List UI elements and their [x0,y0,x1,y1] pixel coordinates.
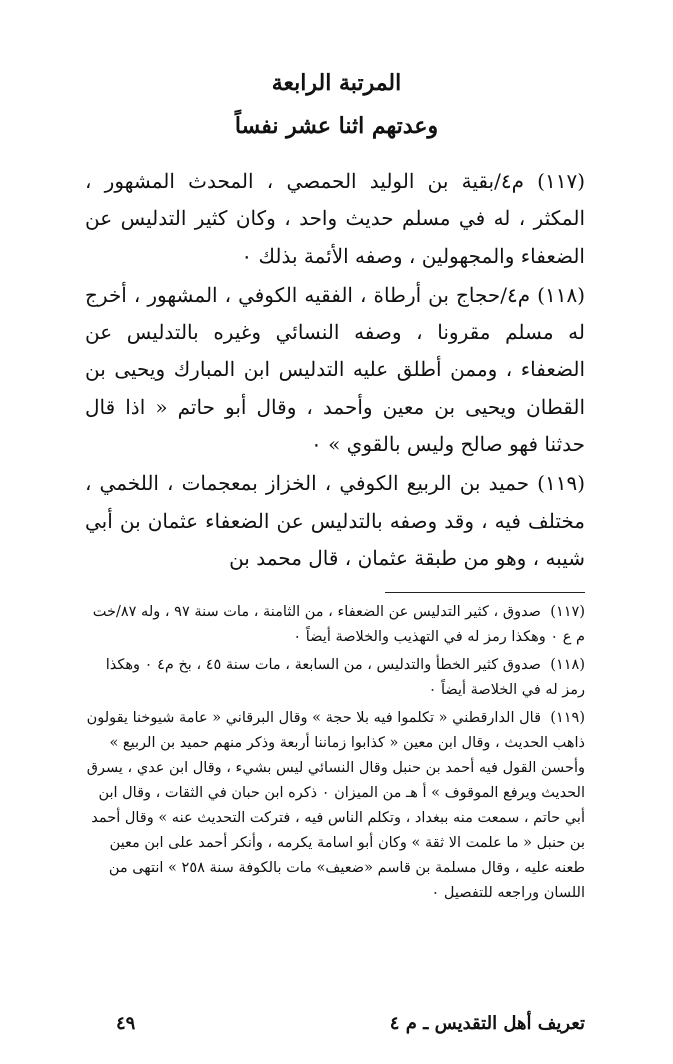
entry-119: (١١٩) حميد بن الربيع الكوفي ، الخزاز بمعجمات ، اللخمي ، مختلف فيه ، وقد وصفه بالتدليس عن الضعفاء عثمان بن أبي شيبه ، وهو من طبقة عثمان ، قال محمد بن [85,471,585,570]
footnote-number: (١١٧) [550,604,585,620]
running-footer-title: تعريف أهل التقديس ـ م ٤ [389,1013,585,1034]
section-subtitle: وعدتهم اثنا عشر نفساً [234,113,439,139]
footnote-text: صدوق ، كثير التدليس عن الضعفاء ، من الثامنة ، مات سنة ٩٧ ، وله ٨٧/خت م ع ٠ وهكذا رمز له في التهذيب والخلاصة أيضاً ٠ [92,604,585,645]
entry-118: (١١٨) م٤/حجاج بن أرطاة ، الفقيه الكوفي ، المشهور ، أخرج له مسلم مقرونا ، وصفه النسائي وغيره بالتدليس عن الضعفاء ، وممن أطلق عليه التدليس ابن المبارك ويحيى بن القطان ويحيى بن معين وأحمد ، وقال أبو حاتم « اذا قال حدثنا فهو صالح وليس بالقوي » ٠ [85,282,586,457]
footnote-118 [85,653,585,703]
main-text [85,163,585,579]
entry-117: (١١٧) م٤/بقية بن الوليد الحمصي ، المحدث المشهور ، المكثر ، له في مسلم حديث واحد ، وكان كثير التدليس عن الضعفاء والمجهولين ، وصفه الأئمة بذلك ٠ [85,169,586,268]
footnote-text: قال الدارقطني « تكلموا فيه بلا حجة » وقال البرقاني « عامة شيوخنا يقولون ذاهب الحديث ، وقال ابن معين « كذابوا زماننا أربعة وذكر منهم حميد بن الربيع » وأحسن القول فيه أحمد بن حنبل وقال النسائي ليس بشيء ، وقال ابن عدي ، يسرق الحديث ويرفع الموقوف » أ هـ من الميزان ٠ ذكره ابن حبان في الثقات ، وقال ابن أبي حاتم ، سمعت منه ببغداد ، وتكلم الناس فيه ، فتركت التحديث عنه » وقال أحمد بن حنبل « ما علمت الا ثقة » وكان أبو اسامة يكرمه ، وأنكر أحمد على ابن معين طعنه عليه ، وقال مسلمة بن قاسم «ضعيف» مات بالكوفة سنة ٢٥٨ » انتهى من اللسان وراجعه للتفصيل ٠ [86,710,585,901]
section-title: المرتبة الرابعة [271,70,402,96]
footnote-119 [85,706,585,906]
footnote-number: (١١٩) [550,710,585,726]
footnote-number: (١١٨) [550,657,585,673]
footnote-text: صدوق كثير الخطأ والتدليس ، من السابعة ، مات سنة ٤٥ ، بخ م٤ ٠ وهكذا رمز له في الخلاصة أيضاً ٠ [105,657,585,698]
footnotes [85,600,585,909]
footnote-divider [385,592,585,593]
page-number: ٤٩ [116,1013,136,1034]
footnote-117 [85,600,585,650]
